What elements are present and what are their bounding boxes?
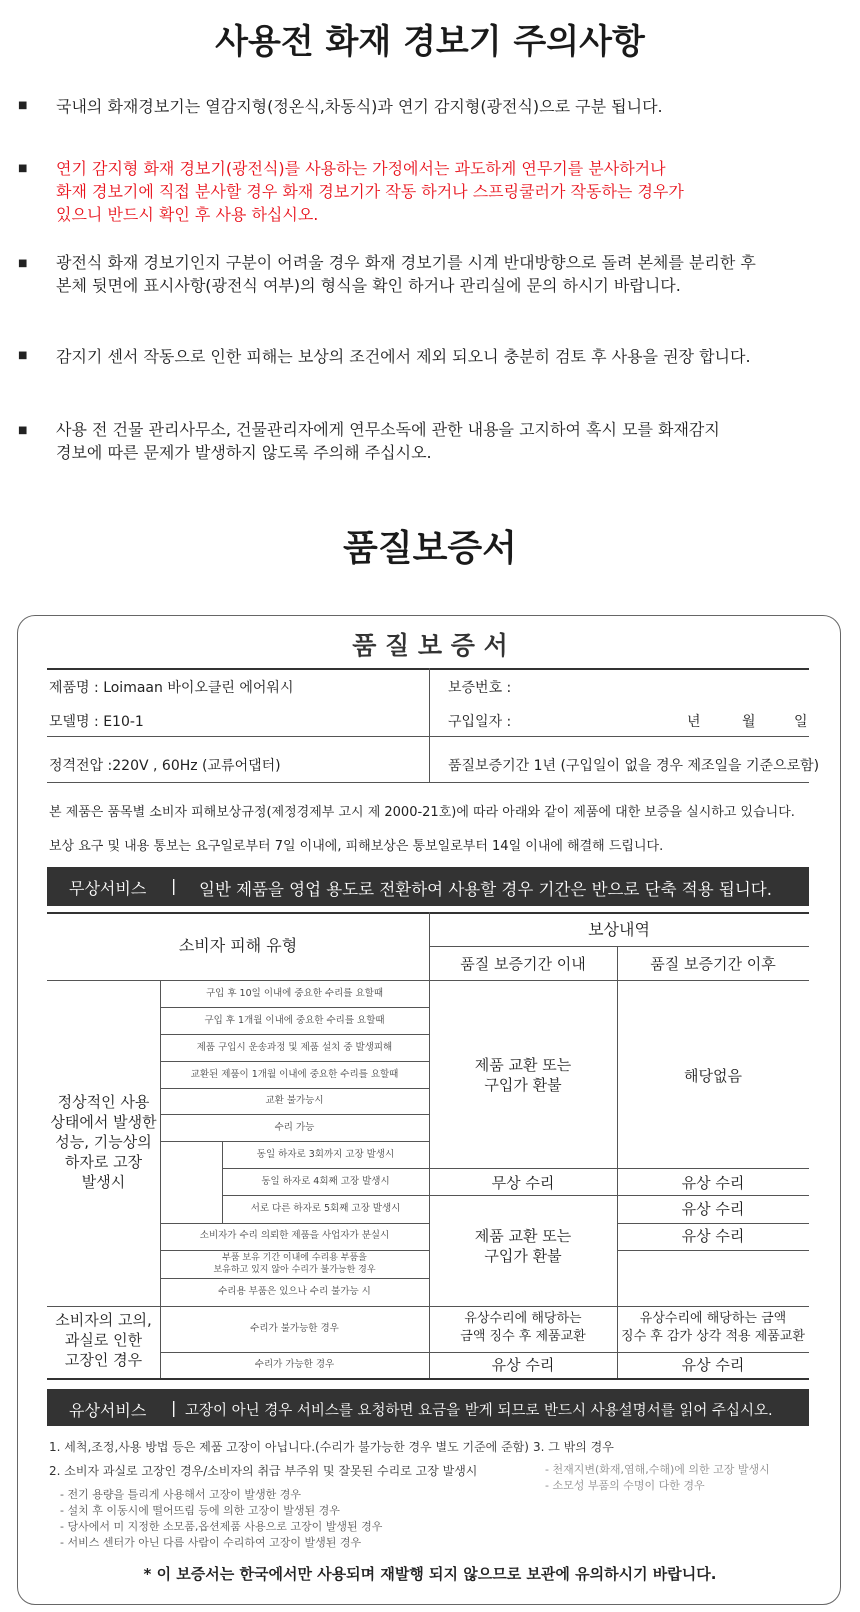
table-row: 부품 보유 기간 이내에 수리용 부품을 보유하고 있지 않아 수리가 불가능한 경우 xyxy=(213,1253,376,1275)
table-row: 동일 하자로 4회째 고장 발생시 xyxy=(261,1176,390,1187)
g2-after: 유상수리에 해당하는 금액 징수 후 감가 상각 적용 제품교환 xyxy=(621,1311,805,1344)
final-notice: * 이 보증서는 한국에서만 사용되며 재발행 되지 않으므로 보관에 유의하시기 바랍니다. xyxy=(143,1565,717,1583)
col-damage-type: 소비자 피해 유형 xyxy=(178,936,298,955)
card-title: 품 질 보 증 서 xyxy=(352,631,508,660)
bullet-icon: ■ xyxy=(18,163,28,174)
warranty-paragraph: 본 제품은 품목별 소비자 피해보상규정(제정경제부 고시 제 2000-21호)에 따라 아래와 같이 제품에 대한 보증을 실시하고 있습니다. xyxy=(49,805,795,820)
free-service-text: 일반 제품을 영업 용도로 전환하여 사용할 경우 기간은 반으로 단축 적용 됩니다. xyxy=(199,880,772,899)
bullet-icon: ■ xyxy=(18,258,28,269)
table-row: 수리가 불가능한 경우 xyxy=(250,1323,339,1334)
bar-separator: | xyxy=(171,876,177,895)
g2-within: 유상수리에 해당하는 금액 징수 후 제품교환 xyxy=(460,1311,586,1344)
note-3-item: - 소모성 부품의 수명이 다한 경우 xyxy=(545,1479,705,1492)
notice-title: 사용전 화재 경보기 주의사항 xyxy=(215,22,645,62)
paid-repair: 유상 수리 xyxy=(681,1356,745,1374)
table-row: 교환된 제품이 1개월 이내에 중요한 수리를 요할때 xyxy=(190,1069,399,1080)
table-row: 서로 다른 하자로 5회째 고장 발생시 xyxy=(250,1203,401,1214)
bar-separator: | xyxy=(171,1398,177,1417)
table-row: 교환 불가능시 xyxy=(265,1095,324,1106)
paid-service-text: 고장이 아닌 경우 서비스를 요청하면 요금을 받게 되므로 반드시 사용설명서를 읽어 주십시오. xyxy=(185,1403,773,1419)
purchase-date-label: 구입일자 : xyxy=(448,714,512,730)
paid-repair: 유상 수리 xyxy=(681,1227,745,1245)
year-label: 년 xyxy=(687,714,701,730)
notice-item: 감지기 센서 작동으로 인한 피해는 보상의 조건에서 제외 되오니 충분히 검토 후 사용을 권장 합니다. xyxy=(56,347,751,366)
notice-item: 광전식 화재 경보기인지 구분이 어려울 경우 화재 경보기를 시계 반대방향으로 돌려 본체를 분리한 후 본체 뒷면에 표시사항(광전식 여부)의 형식을 확인 하거나 관리실에 문의 하시기 바랍니다. xyxy=(56,253,756,295)
exchange-or-refund: 제품 교환 또는 구입가 환불 xyxy=(474,1056,572,1094)
notice-item: 국내의 화재경보기는 열감지형(정온식,차동식)과 연기 감지형(광전식)으로 구분 됩니다. xyxy=(56,97,663,116)
table-row: 구입 후 10일 이내에 중요한 수리를 요할때 xyxy=(205,988,384,999)
month-label: 월 xyxy=(742,714,756,730)
serial-number-label: 보증번호 : xyxy=(448,680,512,696)
day-label: 일 xyxy=(794,714,808,730)
paid-repair: 유상 수리 xyxy=(681,1174,745,1192)
table-row: 소비자가 수리 의뢰한 제품을 사업자가 분실시 xyxy=(199,1230,390,1241)
note-2-item: - 당사에서 미 지정한 소모품,옵션제품 사용으로 고장이 발생된 경우 xyxy=(60,1520,383,1533)
free-repair: 무상 수리 xyxy=(491,1174,555,1192)
note-3-item: - 천재지변(화재,염해,수해)에 의한 고장 발생시 xyxy=(545,1463,770,1476)
col-after-period: 품질 보증기간 이후 xyxy=(650,955,776,973)
note-1: 1. 세척,조정,사용 방법 등은 제품 고장이 아닙니다.(수리가 불가능한 경우 별도 기준에 준함) xyxy=(49,1440,529,1454)
group-normal-use: 정상적인 사용 상태에서 발생한 성능, 기능상의 하자로 고장 발생시 xyxy=(50,1093,157,1191)
warranty-period: 품질보증기간 1년 (구입일이 없을 경우 제조일을 기준으로함) xyxy=(448,758,820,774)
warranty-paragraph: 보상 요구 및 내용 통보는 요구일로부터 7일 이내에, 피해보상은 통보일로부터 14일 이내에 해결해 드립니다. xyxy=(49,839,664,854)
rated-voltage: 정격전압 :220V , 60Hz (교류어댑터) xyxy=(49,758,281,774)
warranty-heading: 품질보증서 xyxy=(343,528,517,569)
paid-repair: 유상 수리 xyxy=(681,1200,745,1218)
table-row: 수리 가능 xyxy=(274,1122,315,1133)
model-name: 모델명 : E10-1 xyxy=(49,714,144,730)
col-compensation: 보상내역 xyxy=(588,920,650,939)
note-2-item: - 설치 후 이동시에 떨어뜨림 등에 의한 고장이 발생된 경우 xyxy=(60,1504,340,1517)
table-row: 구입 후 1개월 이내에 중요한 수리를 요할때 xyxy=(204,1015,385,1026)
free-service-label: 무상서비스 xyxy=(69,879,147,898)
paid-repair: 유상 수리 xyxy=(491,1356,555,1374)
product-name: 제품명 : Loimaan 바이오클린 에어워시 xyxy=(49,680,294,696)
group-consumer-fault: 소비자의 고의, 과실로 인한 고장인 경우 xyxy=(55,1311,152,1369)
table-row: 동일 하자로 3회까지 고장 발생시 xyxy=(256,1149,395,1160)
paid-service-label: 유상서비스 xyxy=(69,1401,147,1420)
note-2-item: - 서비스 센터가 아닌 다름 사람이 수리하여 고장이 발생된 경우 xyxy=(60,1536,362,1549)
free-service-bar xyxy=(47,867,809,906)
bullet-icon: ■ xyxy=(18,350,28,361)
notice-item: 사용 전 건물 관리사무소, 건물관리자에게 연무소독에 관한 내용을 고지하여 혹시 모를 화재감지 경보에 따른 문제가 발생하지 않도록 주의해 주십시오. xyxy=(56,420,720,462)
table-row: 수리용 부품은 있으나 수리 불가능 시 xyxy=(218,1286,371,1297)
note-2-item: - 전기 용량을 틀리게 사용해서 고장이 발생한 경우 xyxy=(60,1488,301,1501)
note-2: 2. 소비자 과실로 고장인 경우/소비자의 취급 부주위 및 잘못된 수리로 고장 발생시 xyxy=(49,1464,478,1478)
exchange-or-refund: 제품 교환 또는 구입가 환불 xyxy=(474,1227,572,1265)
not-applicable: 해당없음 xyxy=(684,1067,742,1085)
table-row: 수리가 가능한 경우 xyxy=(254,1359,335,1370)
col-within-period: 품질 보증기간 이내 xyxy=(460,955,586,973)
note-3: 3. 그 밖의 경우 xyxy=(533,1440,614,1454)
notice-item-warning: 연기 감지형 화재 경보기(광전식)를 사용하는 가정에서는 과도하게 연무기를 분사하거나 화재 경보기에 직접 분사할 경우 화재 경보기가 작동 하거나 스프링쿨러가 작동하는 경우가 있으니 반드시 확인 후 사용 하십시오. xyxy=(56,159,684,224)
bullet-icon: ■ xyxy=(18,100,28,111)
table-row: 제품 구입시 운송과정 및 제품 설치 중 발생피해 xyxy=(196,1042,393,1053)
paid-service-bar xyxy=(47,1389,809,1426)
bullet-icon: ■ xyxy=(18,425,28,436)
